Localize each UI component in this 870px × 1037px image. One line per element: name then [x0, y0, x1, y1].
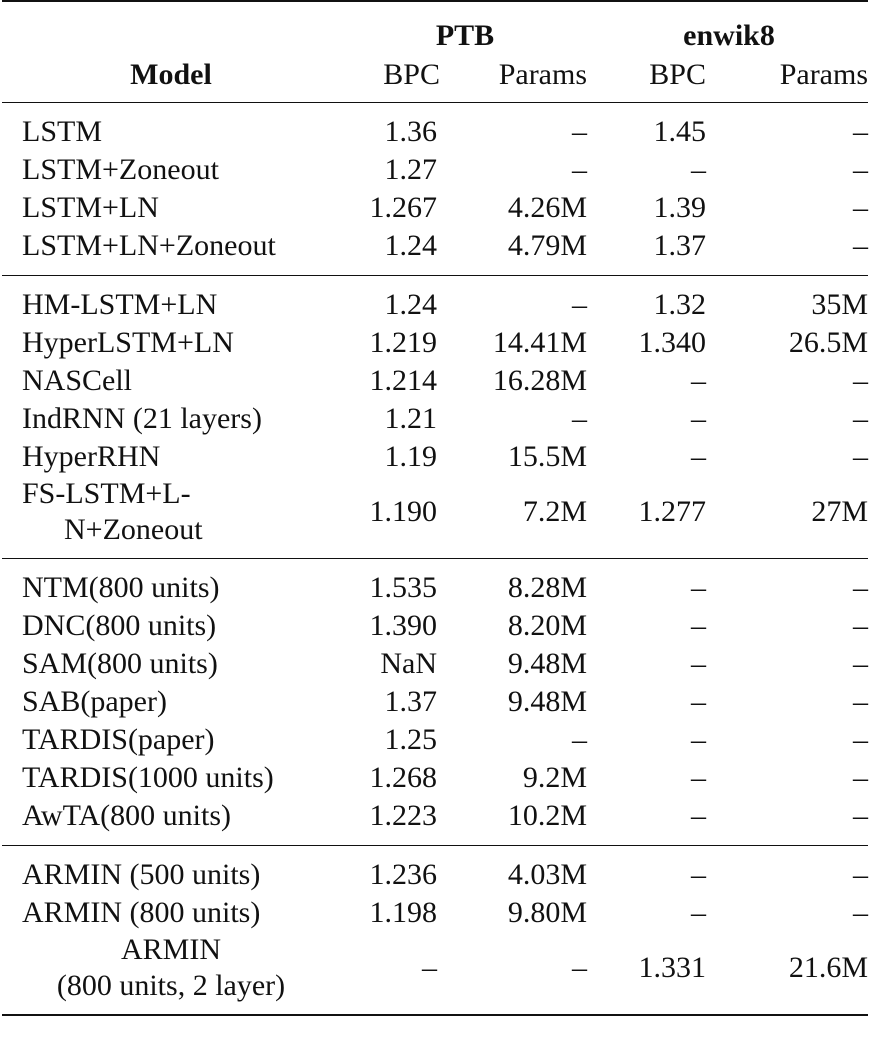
model-name: ARMIN (500 units): [2, 846, 340, 895]
ptb-params: 15.5M: [507, 440, 588, 473]
table-row: [2, 324, 868, 362]
ptb-bpc: 1.198: [369, 896, 437, 929]
model-name: TARDIS(1000 units): [22, 761, 274, 794]
section-armin: [2, 846, 868, 1016]
table-row: [2, 894, 868, 932]
ptb-bpc: 1.223: [369, 799, 437, 832]
ptb-params: –: [572, 153, 588, 186]
enwik8-params: 21.6M: [710, 932, 868, 1015]
enwik8-bpc: 1.331: [590, 932, 710, 1015]
header-model: Model: [130, 58, 212, 91]
table-row: [2, 846, 868, 895]
enwik8-bpc: 1.37: [653, 229, 707, 262]
ptb-params: –: [440, 276, 590, 325]
model-name-line: N+Zoneout: [64, 513, 203, 546]
ptb-bpc: 1.21: [384, 402, 437, 435]
model-name: [2, 932, 340, 1015]
enwik8-params: –: [710, 846, 868, 895]
table-row: [2, 189, 868, 227]
ptb-params: –: [440, 103, 590, 152]
enwik8-bpc: –: [590, 846, 710, 895]
model-name-line: (800 units, 2 layer): [56, 969, 286, 1002]
section-lstm-baselines: [2, 103, 868, 276]
table-row: [2, 400, 868, 438]
enwik8-params: –: [853, 896, 869, 929]
ptb-params: 14.41M: [492, 326, 588, 359]
enwik8-bpc: –: [691, 761, 707, 794]
ptb-bpc: NaN: [380, 647, 437, 680]
ptb-params: –: [572, 723, 588, 756]
ptb-bpc: 1.25: [384, 723, 437, 756]
table-row: [2, 683, 868, 721]
model-name: NTM(800 units): [2, 559, 340, 608]
enwik8-bpc: –: [691, 685, 707, 718]
ptb-params: 4.79M: [507, 229, 588, 262]
enwik8-params: –: [853, 685, 869, 718]
model-name-line: FS-LSTM+L-: [22, 477, 191, 510]
ptb-params: 16.28M: [492, 364, 588, 397]
ptb-bpc: 1.24: [384, 229, 437, 262]
enwik8-params: –: [853, 440, 869, 473]
ptb-bpc: 1.219: [369, 326, 437, 359]
ptb-bpc: 1.19: [384, 440, 437, 473]
model-name: IndRNN (21 layers): [22, 402, 262, 435]
ptb-params: 8.20M: [507, 609, 588, 642]
model-name-line: ARMIN: [120, 933, 221, 966]
enwik8-params: –: [853, 647, 869, 680]
enwik8-bpc: 1.39: [653, 191, 707, 224]
enwik8-params: –: [853, 723, 869, 756]
enwik8-params: –: [853, 153, 869, 186]
table-row: [2, 645, 868, 683]
enwik8-bpc: –: [691, 609, 707, 642]
enwik8-bpc: –: [590, 559, 710, 608]
table-row: [2, 759, 868, 797]
section-advanced-rnns: [2, 276, 868, 559]
ptb-bpc: 1.268: [369, 761, 437, 794]
enwik8-params: –: [710, 559, 868, 608]
enwik8-params: 27M: [811, 495, 869, 528]
table-row: [2, 362, 868, 400]
model-name: LSTM+LN+Zoneout: [22, 229, 276, 262]
model-name: NASCell: [22, 364, 133, 397]
ptb-bpc: 1.36: [340, 103, 440, 152]
enwik8-bpc: –: [691, 402, 707, 435]
ptb-params: 10.2M: [507, 799, 588, 832]
enwik8-bpc: –: [691, 723, 707, 756]
ptb-bpc: 1.24: [340, 276, 440, 325]
header-enwik8-params: Params: [779, 58, 869, 91]
ptb-params: 9.48M: [507, 647, 588, 680]
enwik8-bpc: –: [691, 799, 707, 832]
header-ptb-bpc: BPC: [383, 58, 440, 91]
model-name: HyperRHN: [22, 440, 161, 473]
enwik8-params: 26.5M: [788, 326, 869, 359]
ptb-params: –: [440, 932, 590, 1015]
model-name: HM-LSTM+LN: [2, 276, 340, 325]
enwik8-params: –: [853, 799, 869, 832]
ptb-params: –: [572, 402, 588, 435]
ptb-bpc: 1.535: [340, 559, 440, 608]
enwik8-params: –: [853, 402, 869, 435]
enwik8-params: –: [853, 364, 869, 397]
ptb-bpc: 1.27: [384, 153, 437, 186]
table-header: [2, 1, 868, 103]
model-name: LSTM+Zoneout: [22, 153, 219, 186]
ptb-params: 9.2M: [522, 761, 588, 794]
ptb-params: 8.28M: [440, 559, 590, 608]
enwik8-bpc: 1.277: [638, 495, 707, 528]
ptb-bpc: 1.236: [340, 846, 440, 895]
enwik8-bpc: 1.45: [590, 103, 710, 152]
enwik8-params: –: [853, 609, 869, 642]
ptb-params: 4.26M: [507, 191, 588, 224]
ptb-bpc: 1.37: [384, 685, 437, 718]
table-row: [2, 797, 868, 846]
header-group-ptb: PTB: [340, 1, 590, 56]
ptb-bpc: –: [340, 932, 440, 1015]
ptb-bpc: 1.190: [369, 495, 437, 528]
ptb-params: 4.03M: [440, 846, 590, 895]
enwik8-bpc: 1.340: [638, 326, 707, 359]
table-row: [2, 932, 868, 1015]
ptb-params: 7.2M: [522, 495, 588, 528]
enwik8-bpc: 1.32: [590, 276, 710, 325]
enwik8-params: –: [853, 191, 869, 224]
enwik8-bpc: –: [691, 153, 707, 186]
table-row: [2, 721, 868, 759]
table-row: [2, 559, 868, 608]
table-row: [2, 151, 868, 189]
model-name: ARMIN (800 units): [22, 896, 261, 929]
table-row: [2, 276, 868, 325]
enwik8-bpc: –: [691, 440, 707, 473]
model-name: TARDIS(paper): [22, 723, 215, 756]
ptb-params: 9.48M: [507, 685, 588, 718]
table-row: [2, 476, 868, 559]
results-table: [2, 0, 868, 1016]
ptb-bpc: 1.390: [369, 609, 437, 642]
enwik8-params: 35M: [710, 276, 868, 325]
model-name: SAM(800 units): [22, 647, 218, 680]
header-group-enwik8: enwik8: [590, 1, 868, 56]
model-name: LSTM: [2, 103, 340, 152]
enwik8-bpc: –: [691, 896, 707, 929]
enwik8-bpc: –: [691, 647, 707, 680]
header-empty-cell: [2, 1, 340, 56]
table-row: [2, 607, 868, 645]
enwik8-params: –: [710, 103, 868, 152]
header-enwik8-bpc: BPC: [649, 58, 707, 91]
enwik8-bpc: –: [691, 364, 707, 397]
section-memory-networks: [2, 559, 868, 846]
header-ptb-params: Params: [498, 58, 588, 91]
model-name: DNC(800 units): [22, 609, 217, 642]
ptb-bpc: 1.267: [369, 191, 437, 224]
enwik8-params: –: [853, 761, 869, 794]
model-name: HyperLSTM+LN: [22, 326, 234, 359]
model-name: SAB(paper): [22, 685, 167, 718]
ptb-bpc: 1.214: [369, 364, 437, 397]
table-row: [2, 227, 868, 276]
table-row: [2, 103, 868, 152]
enwik8-params: –: [853, 229, 869, 262]
model-name: [2, 476, 340, 559]
table-row: [2, 438, 868, 476]
model-name: LSTM+LN: [22, 191, 159, 224]
ptb-params: 9.80M: [507, 896, 588, 929]
model-name: AwTA(800 units): [22, 799, 231, 832]
